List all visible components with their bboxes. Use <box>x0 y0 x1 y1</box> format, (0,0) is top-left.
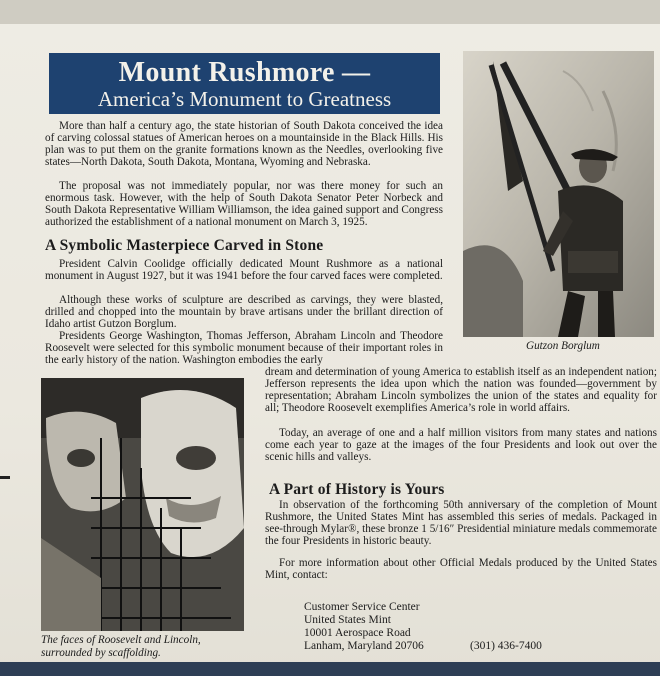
intro-paragraph-2: The proposal was not immediately popular, nor was there money for such an enormous task. However, with the help of South Dakota Senator Peter Norbeck and South Dakota Representative William Williamson, the idea gained support and Congress authorized the establishment of a national monument on March 3, 1925. <box>45 180 443 228</box>
page-subtitle: America’s Monument to Greatness <box>97 87 392 111</box>
section2-paragraph-1: In observation of the forthcoming 50th anniversary of the completion of Mount Rushmore, the United States Mint has assembled this series of medals. Packaged in see-through Mylar®, these bronze 1 5/16″ Presidential miniature medals commemorate the four Presidents in historic beauty. <box>265 499 657 547</box>
gutzon-borglum-photo <box>463 51 654 337</box>
section1-paragraph-4: Today, an average of one and a half million visitors from many states and nations come each year to gaze at the images of the four Presidents and look out over the scenic hills and valleys. <box>265 427 657 463</box>
page-title: Mount Rushmore — <box>118 57 371 88</box>
intro-paragraph-1: More than half a century ago, the state historian of South Dakota conceived the idea of carving colossal statues of American heroes on a mountainside in the Black Hills. His plan was to put them on the granite formations known as the Needles, overlooking five states—North Dakota, South Dakota, Montana, Wyoming and Nebraska. <box>45 120 443 168</box>
faces-caption-line-2: surrounded by scaffolding. <box>41 647 161 659</box>
page-bottom-band <box>0 662 660 676</box>
section1-paragraph-3a: Presidents George Washington, Thomas Jefferson, Abraham Lincoln and Theodore Roosevelt were selected for this symbolic monument because of their important roles in the early history of the nation. Washington embodies the early <box>45 330 443 366</box>
roosevelt-lincoln-photo <box>41 378 244 631</box>
page-edge-mark <box>0 476 10 479</box>
contact-line-4: Lanham, Maryland 20706 <box>304 640 424 652</box>
section-heading-history: A Part of History is Yours <box>269 481 445 498</box>
faces-caption <box>41 634 201 660</box>
contact-address <box>304 601 424 653</box>
section2-paragraph-2: For more information about other Official Medals produced by the United States Mint, contact: <box>265 557 657 581</box>
faces-caption-line-1: The faces of Roosevelt and Lincoln, <box>41 634 201 646</box>
section1-paragraph-2: Although these works of sculpture are described as carvings, they were blasted, drilled and chopped into the mountain by brave artisans under the brillant direction of Idaho artist Gutzon Borglum. <box>45 294 443 330</box>
title-banner <box>49 53 440 114</box>
section1-paragraph-3b: dream and determination of young America to establish itself as an independent nation; Jefferson represents the idea upon which the nation was founded—government by representation; Abraham Lincoln symbolizes the union of the states and equality for all; Theodore Roosevelt exemplifies America’s role in world affairs. <box>265 366 657 414</box>
contact-line-2: United States Mint <box>304 614 391 626</box>
contact-line-3: 10001 Aerospace Road <box>304 627 411 639</box>
page-top-edge <box>0 0 660 24</box>
section-heading-symbolic: A Symbolic Masterpiece Carved in Stone <box>45 237 324 254</box>
section1-paragraph-1: President Calvin Coolidge officially dedicated Mount Rushmore as a national monument in August 1927, but it was 1941 before the four carved faces were completed. <box>45 258 443 282</box>
contact-phone: (301) 436-7400 <box>470 640 542 652</box>
borglum-caption: Gutzon Borglum <box>526 340 600 352</box>
contact-line-1: Customer Service Center <box>304 601 420 613</box>
